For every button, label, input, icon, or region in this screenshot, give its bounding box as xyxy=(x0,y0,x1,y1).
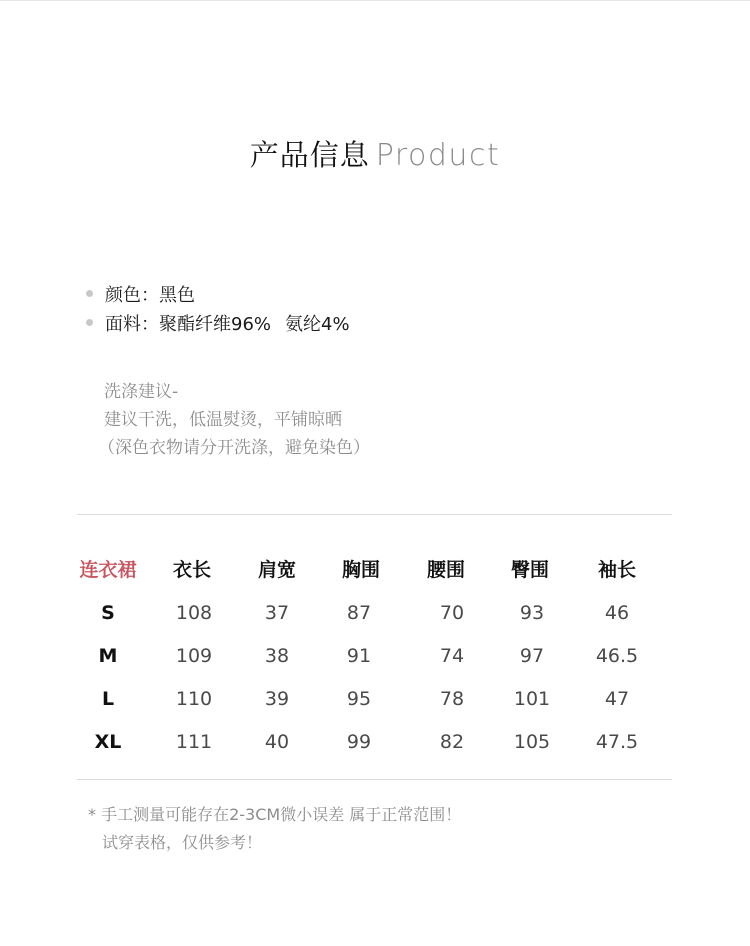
top-divider xyxy=(0,0,750,1)
table-bottom-divider xyxy=(77,779,672,780)
table-top-divider xyxy=(77,514,672,515)
wash-line: （深色衣物请分开洗涤，避免染色） xyxy=(98,438,370,458)
table-cell: 47.5 xyxy=(595,731,639,753)
table-cell: 108 xyxy=(175,602,213,624)
table-row xyxy=(0,592,750,635)
wash-instructions xyxy=(98,378,370,462)
bullet-icon xyxy=(86,319,93,326)
size-label: M xyxy=(98,645,118,667)
table-cell: 82 xyxy=(439,731,465,753)
table-cell: 111 xyxy=(175,731,213,753)
table-cell: 78 xyxy=(439,688,465,710)
table-row xyxy=(0,721,750,764)
table-header-row xyxy=(0,548,750,592)
table-cell: 91 xyxy=(346,645,372,667)
header-cell-dress: 连衣裙 xyxy=(79,559,137,581)
size-table xyxy=(0,548,750,764)
table-cell: 39 xyxy=(264,688,290,710)
header-cell-length: 衣长 xyxy=(172,559,211,581)
info-label: 颜色： xyxy=(105,284,159,306)
table-cell: 38 xyxy=(264,645,290,667)
table-cell: 101 xyxy=(513,688,551,710)
table-cell: 97 xyxy=(519,645,545,667)
header-cell-shoulder: 肩宽 xyxy=(257,559,296,581)
header-cell-chest: 胸围 xyxy=(341,559,380,581)
table-row xyxy=(0,678,750,721)
note-line: * 手工测量可能存在2-3CM微小误差 属于正常范围！ xyxy=(88,805,462,824)
table-cell: 95 xyxy=(346,688,372,710)
measurement-note xyxy=(88,801,461,857)
page-title xyxy=(0,133,750,174)
table-cell: 37 xyxy=(264,602,290,624)
info-value: 聚酯纤维96% xyxy=(159,313,272,335)
title-english: Product xyxy=(375,138,501,173)
size-label: L xyxy=(101,688,115,710)
info-value: 黑色 xyxy=(159,284,195,306)
wash-line: 建议干洗，低温熨烫，平铺晾晒 xyxy=(104,410,342,430)
header-cell-hip: 臀围 xyxy=(510,559,549,581)
info-row-fabric xyxy=(84,308,350,337)
info-label: 面料： xyxy=(105,313,159,335)
bullet-icon xyxy=(86,290,93,297)
size-label: XL xyxy=(94,731,122,753)
wash-heading: 洗涤建议- xyxy=(104,382,179,402)
title-chinese: 产品信息 xyxy=(249,138,370,172)
table-cell: 110 xyxy=(175,688,213,710)
header-cell-waist: 腰围 xyxy=(426,559,465,581)
info-row-color xyxy=(84,279,350,308)
table-cell: 99 xyxy=(346,731,372,753)
size-label: S xyxy=(101,602,115,624)
product-info-list xyxy=(84,279,350,337)
table-row xyxy=(0,635,750,678)
table-cell: 46 xyxy=(604,602,630,624)
table-cell: 46.5 xyxy=(595,645,639,667)
info-value-extra: 氨纶4% xyxy=(285,313,350,335)
table-cell: 87 xyxy=(346,602,372,624)
table-cell: 93 xyxy=(519,602,545,624)
table-cell: 40 xyxy=(264,731,290,753)
header-cell-sleeve: 袖长 xyxy=(597,559,636,581)
table-cell: 70 xyxy=(439,602,465,624)
table-cell: 105 xyxy=(513,731,551,753)
table-cell: 74 xyxy=(439,645,465,667)
table-cell: 109 xyxy=(175,645,213,667)
table-cell: 47 xyxy=(604,688,630,710)
note-line: 试穿表格，仅供参考！ xyxy=(102,833,263,852)
